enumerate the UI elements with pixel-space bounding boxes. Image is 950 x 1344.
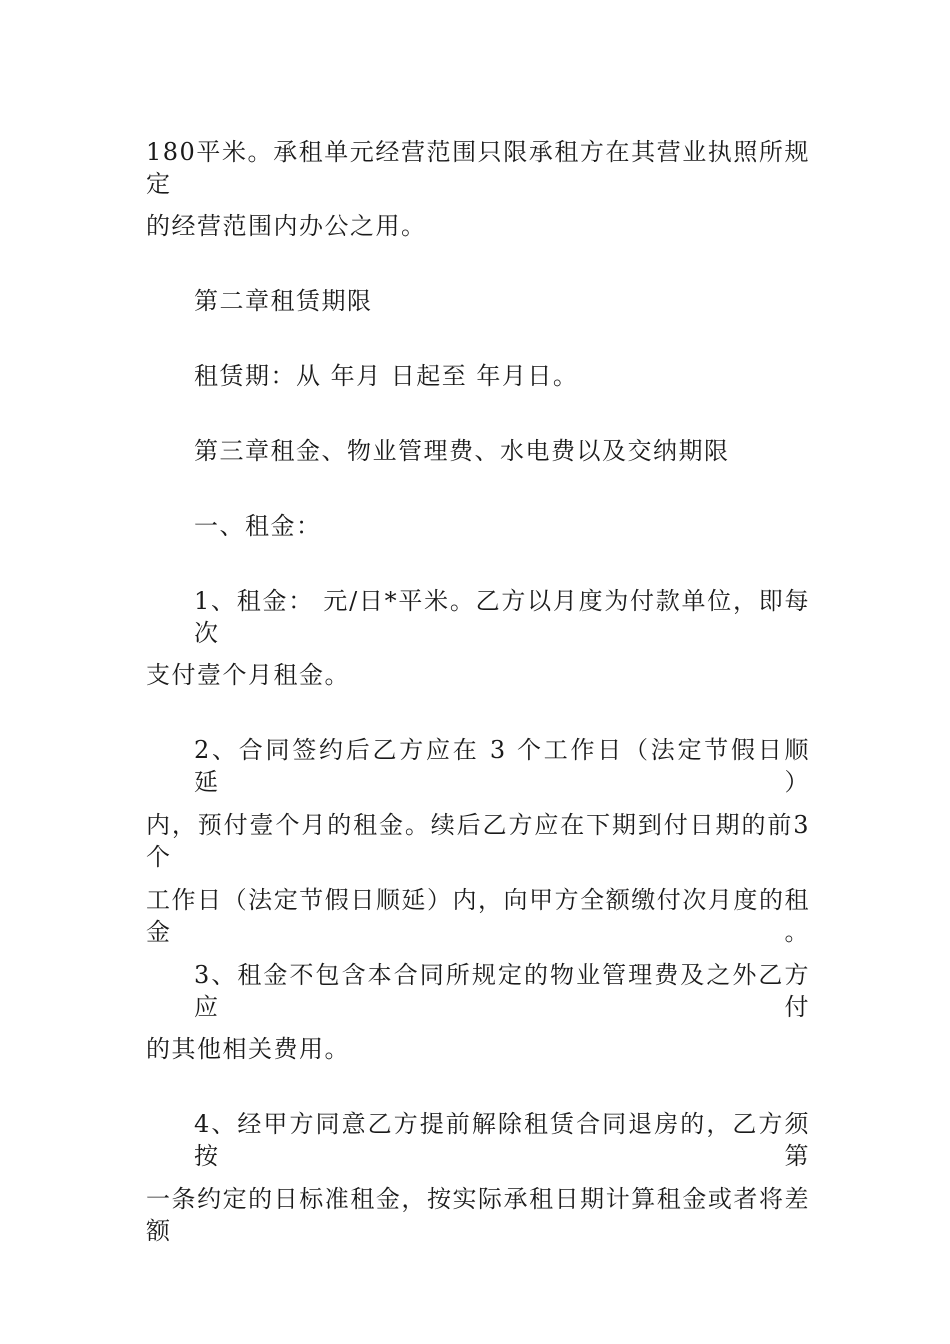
item-3-line-1: 3、租金不包含本合同所规定的物业管理费及之外乙方应付 [194, 961, 810, 1021]
paragraph-1-line-2: 的经营范围内办公之用。 [146, 212, 427, 240]
chapter-3-heading: 第三章租金、物业管理费、水电费以及交纳期限 [194, 437, 730, 465]
lease-term-line: 租赁期：从 年月 日起至 年月日。 [194, 362, 579, 390]
item-2-line-3: 工作日（法定节假日顺延）内，向甲方全额缴付次月度的租金。 [146, 886, 810, 946]
item-3-line-2: 的其他相关费用。 [146, 1035, 350, 1063]
item-4-line-1: 4、经甲方同意乙方提前解除租赁合同退房的，乙方须按第 [194, 1110, 810, 1170]
paragraph-1-line-1: 180平米。承租单元经营范围只限承租方在其营业执照所规定 [146, 138, 810, 198]
item-1-line-2: 支付壹个月租金。 [146, 661, 350, 689]
item-1-line-1: 1、租金： 元/日*平米。乙方以月度为付款单位，即每次 [194, 587, 810, 647]
item-4-line-2: 一条约定的日标准租金，按实际承租日期计算租金或者将差额 [146, 1185, 810, 1245]
item-2-line-2: 内，预付壹个月的租金。续后乙方应在下期到付日期的前3个 [146, 811, 810, 871]
chapter-2-heading: 第二章租赁期限 [194, 287, 373, 315]
item-2-line-1: 2、合同签约后乙方应在 3 个工作日（法定节假日顺延） [194, 736, 810, 796]
rent-section-heading: 一、租金： [194, 512, 322, 540]
